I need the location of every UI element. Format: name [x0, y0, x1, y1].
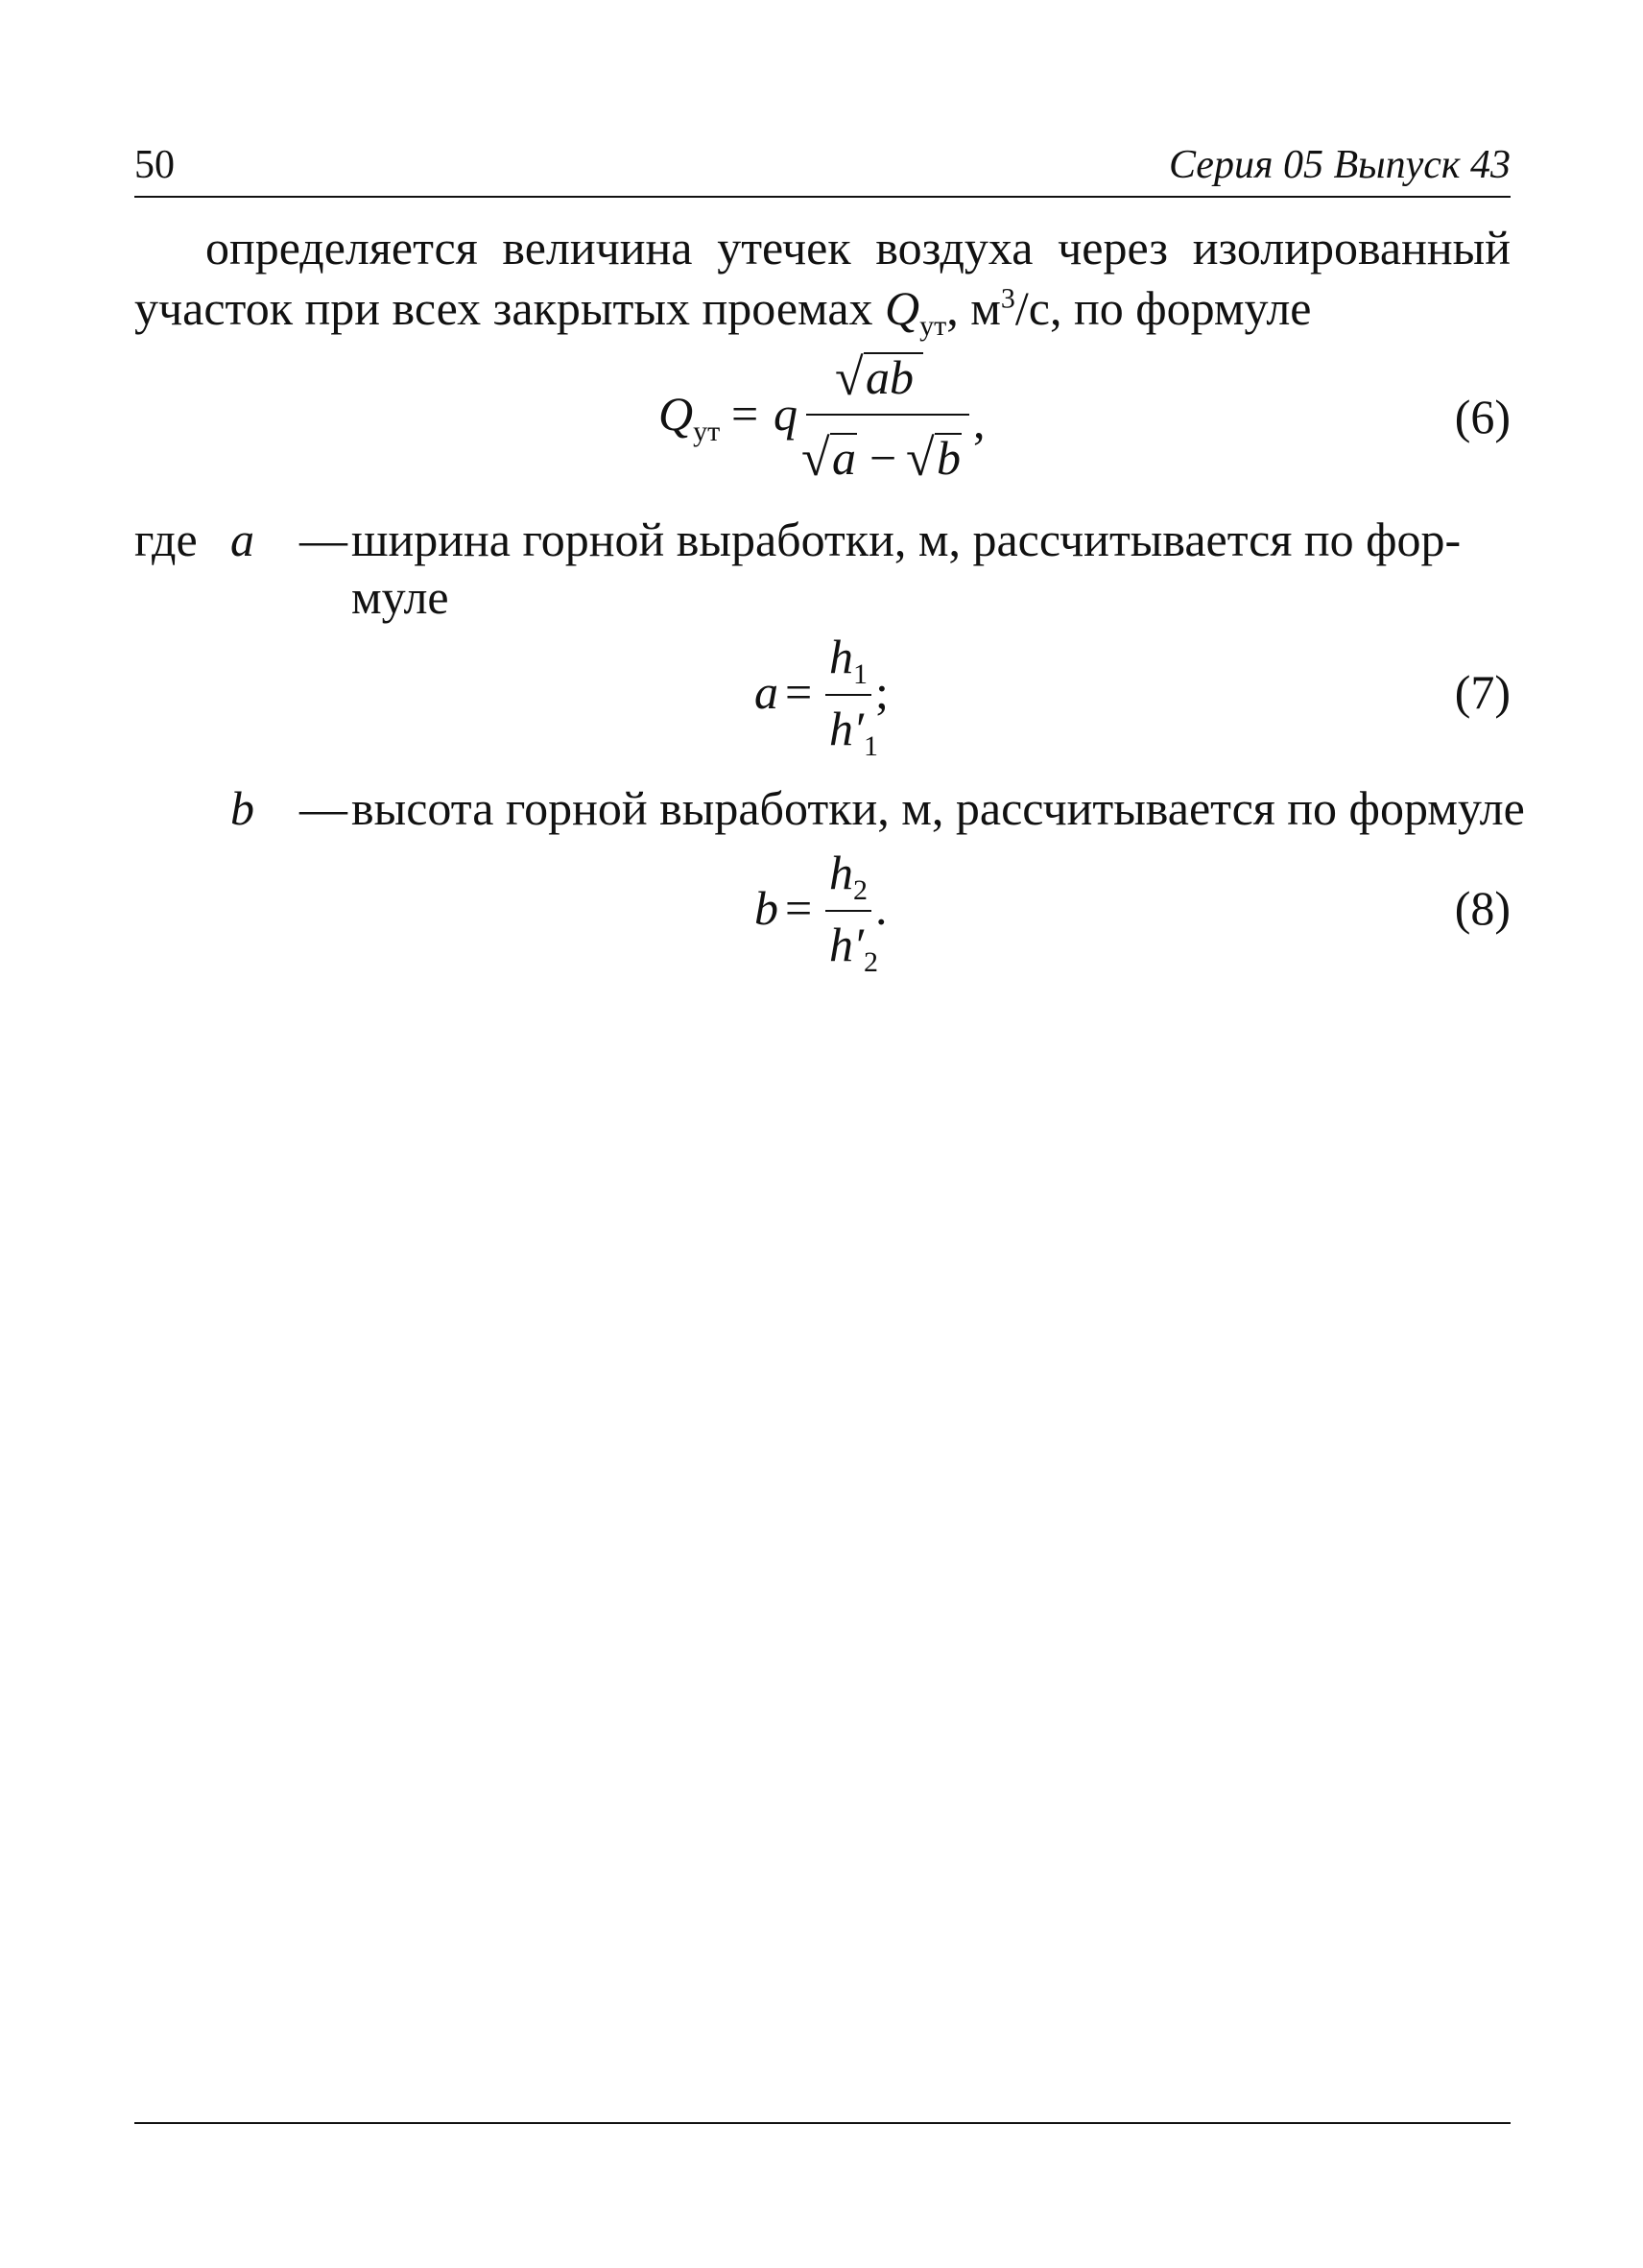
- where-word: где: [134, 513, 198, 566]
- fraction-line: [825, 694, 871, 696]
- fraction-line: [825, 910, 871, 912]
- fraction-line: [806, 414, 969, 416]
- paragraph-line-2: участок при всех закрытых проемах $Q_{ут}$, $м^3/с$, по формуле: [134, 281, 1312, 342]
- equation-number-8: (8): [1454, 881, 1511, 935]
- page-number: 50: [134, 143, 175, 187]
- variable-a: a: [230, 513, 254, 566]
- equation-number-6: (6): [1454, 390, 1511, 443]
- definition-a-line-1: ширина горной выработки, м, рассчитывается по фор-: [351, 513, 1462, 566]
- footer-rule: [134, 2122, 1511, 2124]
- paragraph-line-1: определяется величина утечек воздуха через изолированный: [205, 221, 1511, 275]
- series-title: Серия 05 Выпуск 43: [1169, 143, 1511, 187]
- definition-a-line-2: муле: [351, 570, 449, 624]
- variable-b: b: [230, 781, 254, 835]
- header-rule: [134, 196, 1511, 198]
- sqrt-sign: √: [835, 348, 864, 406]
- definition-b: высота горной выработки, м, рассчитывается по формуле: [351, 781, 1525, 835]
- equation-number-7: (7): [1454, 665, 1511, 719]
